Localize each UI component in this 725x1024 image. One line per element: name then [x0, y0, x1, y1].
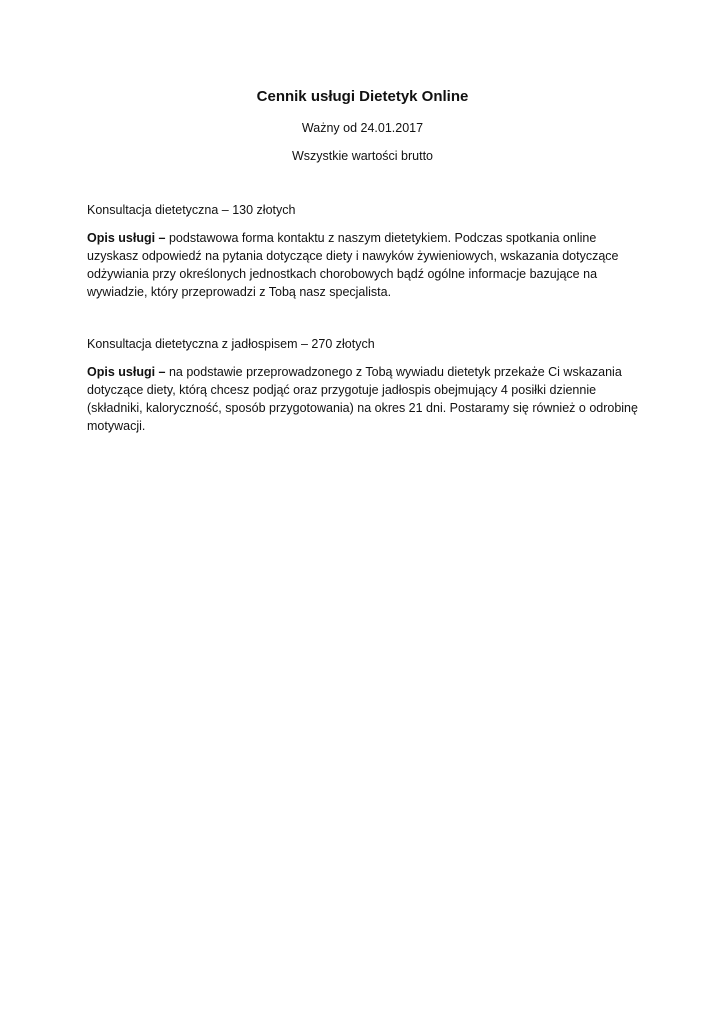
service-description	[87, 229, 639, 301]
valid-from-date: Ważny od 24.01.2017	[301, 121, 424, 135]
service-description-lead: Opis usługi –	[87, 365, 166, 379]
service-description-text: na podstawie przeprowadzonego z Tobą wywiadu dietetyk przekaże Ci wskazania dotyczące diety, którą chcesz podjąć oraz przygotuje jadłospis obejmujący 4 posiłki dziennie (składniki, kaloryczność, sposób przygotowania) na okres 21 dni. Postaramy się również o odrobinę motywacji.	[87, 365, 638, 433]
service-description-text: podstawowa forma kontaktu z naszym dietetykiem. Podczas spotkania online uzyskasz odpowiedź na pytania dotyczące diety i nawyków żywieniowych, wskazania dotyczące odżywiania przy określonych jednostkach chorobowych bądź ogólne informacje bazujące na wywiadzie, który przeprowadzi z Tobą nasz specjalista.	[87, 231, 619, 299]
service-heading: Konsultacja dietetyczna z jadłospisem – 270 złotych	[87, 337, 375, 351]
service-section-consultation	[87, 201, 639, 301]
service-heading: Konsultacja dietetyczna – 130 złotych	[87, 203, 296, 217]
service-description-lead: Opis usługi –	[87, 231, 166, 245]
service-description	[87, 363, 639, 435]
service-section-consultation-meal-plan	[87, 335, 639, 435]
gross-prices-note: Wszystkie wartości brutto	[291, 149, 433, 163]
document-title: Cennik usługi Dietetyk Online	[256, 88, 469, 105]
